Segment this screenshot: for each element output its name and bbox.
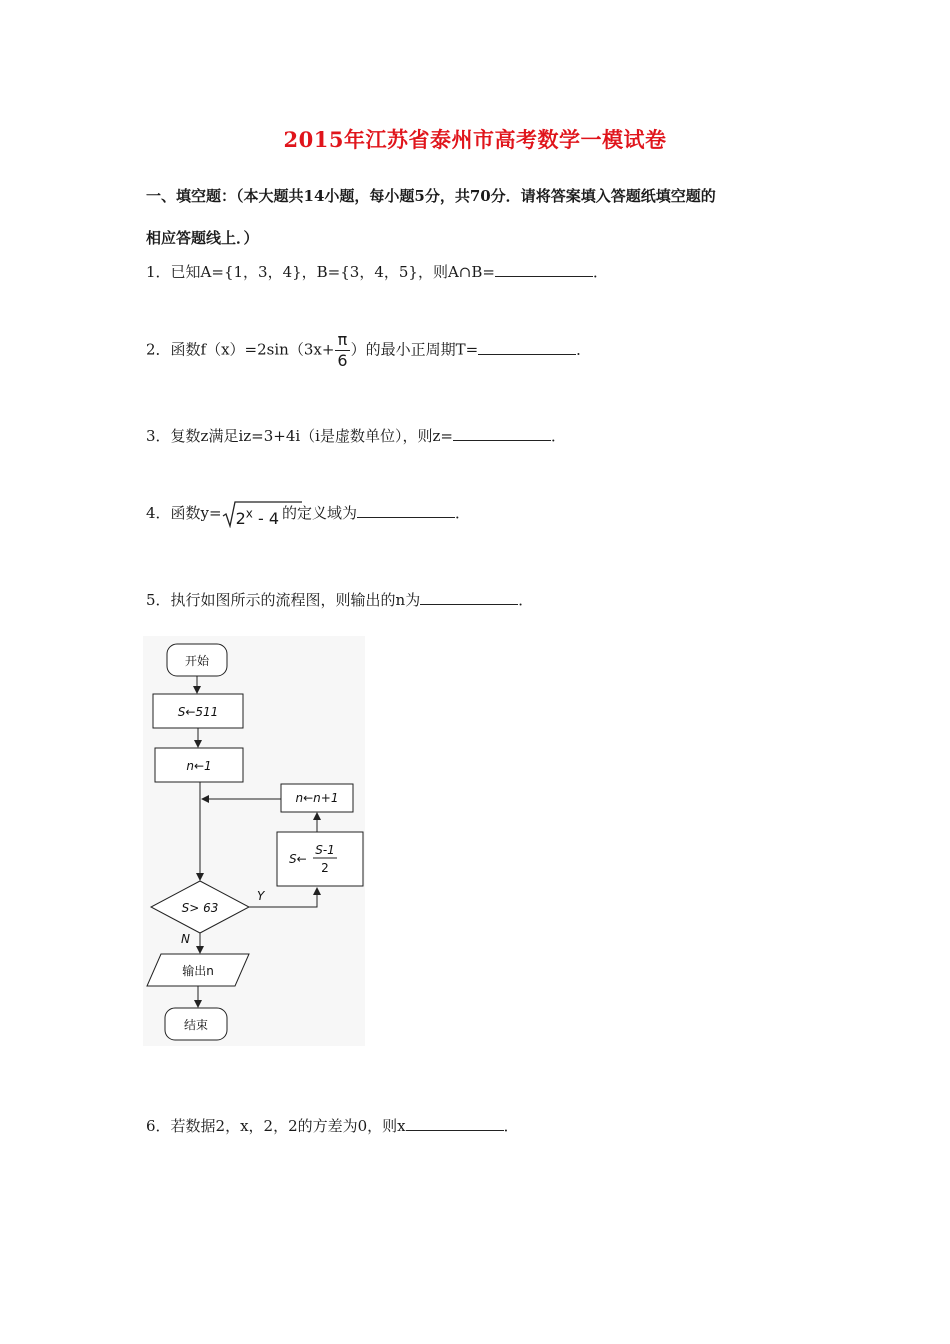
flow-init-s-label: S←511 [177, 705, 219, 719]
question-4 [146, 500, 470, 528]
question-1 [146, 262, 608, 282]
question-3-text: 3．复数z满足iz=3+4i（i是虚数单位），则z= [146, 427, 453, 445]
answer-blank-6[interactable] [406, 1116, 504, 1131]
fraction-denominator: 6 [337, 351, 348, 370]
question-4-pre: 4．函数y= [146, 504, 222, 522]
answer-blank-1[interactable] [495, 262, 593, 277]
flow-init-n-label: n←1 [186, 759, 212, 773]
question-2-post: ）的最小正周期T= [350, 340, 479, 359]
flow-end-label: 结束 [183, 1018, 209, 1032]
flowchart [143, 636, 365, 1046]
flow-yes-label: Y [257, 889, 265, 903]
flow-update-s-denominator: 2 [321, 861, 329, 875]
square-root-expression [222, 500, 282, 528]
section-heading-line2: 相应答题线上．） [146, 229, 259, 247]
radicand-rest: - 4 [252, 509, 280, 529]
radicand-exponent: x [245, 507, 253, 521]
answer-blank-5[interactable] [420, 590, 518, 605]
question-1-end: ． [592, 263, 608, 281]
question-5-text: 5．执行如图所示的流程图，则输出的n为 [146, 591, 421, 609]
answer-blank-3[interactable] [453, 426, 551, 441]
flow-output-label: 输出n [182, 964, 214, 978]
flow-update-s-numerator: S-1 [315, 843, 335, 857]
fraction-pi-over-6 [335, 330, 349, 371]
question-6-end: ． [503, 1117, 519, 1135]
flow-update-s-left: S← [289, 852, 307, 866]
question-1-text: 1．已知A={1，3，4}，B={3，4，5}，则A∩B= [146, 263, 495, 281]
flow-no-label: N [181, 932, 190, 946]
question-2-pre: 2．函数f（x）=2sin（3x+ [146, 340, 335, 359]
answer-blank-2[interactable] [478, 340, 576, 355]
question-5-end: ． [518, 591, 534, 609]
question-2 [146, 330, 591, 371]
question-4-end: ． [455, 504, 471, 522]
flow-condition-label: S> 63 [181, 901, 219, 915]
question-2-end: ． [576, 340, 592, 359]
radicand-base: 2 [235, 509, 246, 529]
page-title: 2015年江苏省泰州市高考数学一模试卷 [283, 127, 667, 152]
fraction-numerator: π [335, 330, 349, 351]
flow-start-label: 开始 [184, 654, 210, 668]
question-6 [146, 1116, 519, 1136]
question-6-text: 6．若数据2，x，2，2的方差为0，则x [146, 1117, 406, 1135]
section-heading-line1: 一、填空题：（本大题共14小题，每小题5分，共70分．请将答案填入答题纸填空题的 [146, 187, 716, 205]
question-5 [146, 590, 533, 610]
question-3 [146, 426, 566, 446]
answer-blank-4[interactable] [357, 503, 455, 518]
question-4-post: 的定义域为 [282, 504, 358, 522]
question-3-end: ． [550, 427, 566, 445]
flow-update-n-label: n←n+1 [295, 791, 339, 805]
